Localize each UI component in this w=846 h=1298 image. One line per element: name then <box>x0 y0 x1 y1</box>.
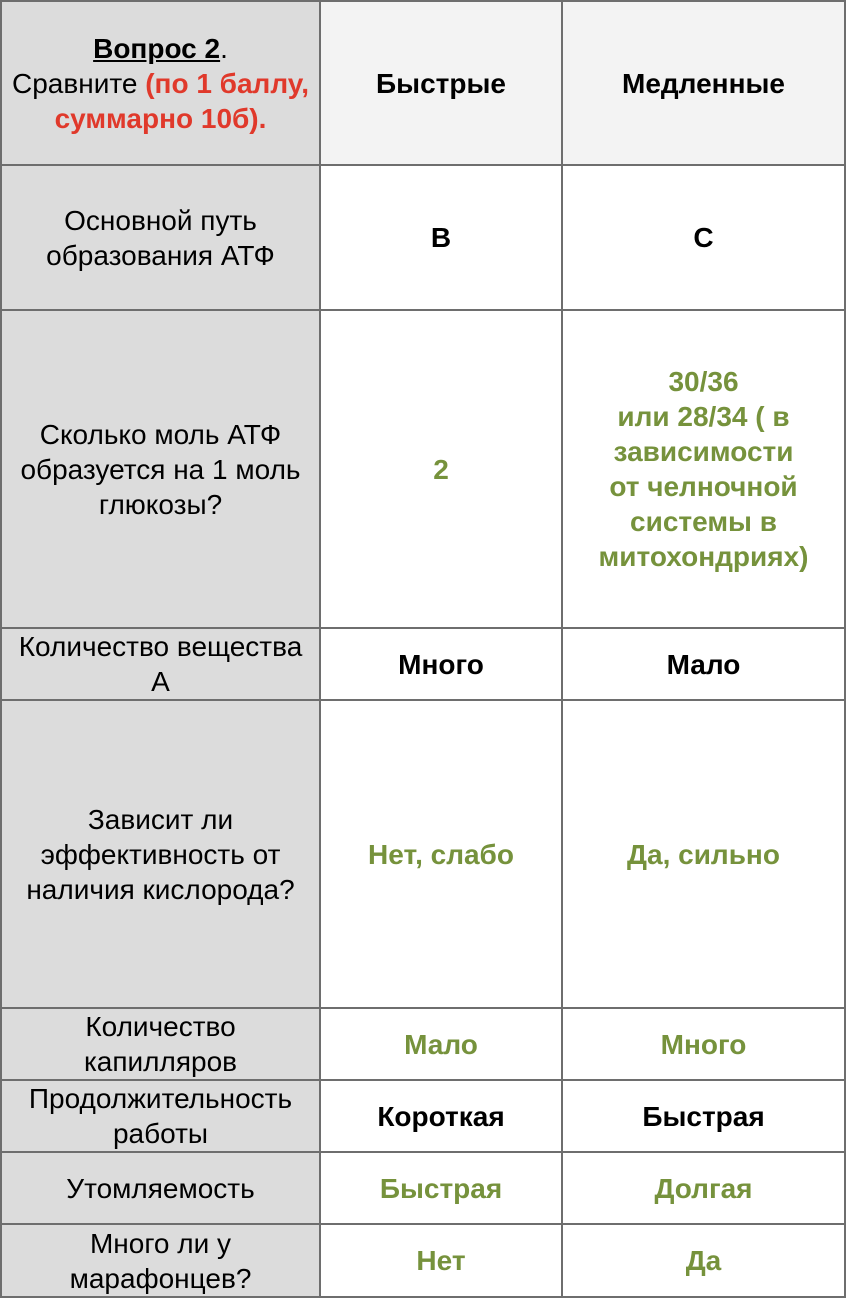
table-row <box>1 1224 845 1297</box>
slow-value-line: зависимости <box>613 436 794 467</box>
table-row <box>1 165 845 310</box>
fast-value: Мало <box>320 1008 562 1080</box>
fast-value: B <box>320 165 562 310</box>
table-row <box>1 310 845 628</box>
table-row <box>1 1152 845 1224</box>
slow-value: Много <box>562 1008 845 1080</box>
fast-value: 2 <box>320 310 562 628</box>
question-scoring: (по 1 баллу, суммарно 10б). <box>54 67 309 134</box>
slow-value-line: митохондриях) <box>598 541 809 572</box>
column-header-fast: Быстрые <box>320 1 562 165</box>
fast-value: Много <box>320 628 562 700</box>
row-label: Продолжительность работы <box>1 1080 320 1152</box>
table-row <box>1 628 845 700</box>
slow-value: Да <box>562 1224 845 1297</box>
table-row <box>1 700 845 1008</box>
row-label: Количество вещества А <box>1 628 320 700</box>
slow-value-line: или 28/34 ( в <box>617 401 790 432</box>
fast-value: Нет <box>320 1224 562 1297</box>
fast-value: Нет, слабо <box>320 700 562 1008</box>
slow-value-line: 30/36 <box>668 366 739 397</box>
fast-value: Короткая <box>320 1080 562 1152</box>
table-row <box>1 1080 845 1152</box>
slow-value: C <box>562 165 845 310</box>
slow-value: Быстрая <box>562 1080 845 1152</box>
question-title: Вопрос 2 <box>93 32 221 64</box>
question-prompt: Сравните <box>11 67 138 99</box>
row-label: Количество капилляров <box>1 1008 320 1080</box>
row-label: Утомляемость <box>1 1152 320 1224</box>
row-label: Основной путь образования АТФ <box>1 165 320 310</box>
table-row <box>1 1008 845 1080</box>
slow-value-line: системы в <box>630 506 777 537</box>
fast-value: Быстрая <box>320 1152 562 1224</box>
slow-value: Да, сильно <box>562 700 845 1008</box>
slow-value: Мало <box>562 628 845 700</box>
row-label: Много ли у марафонцев? <box>1 1224 320 1297</box>
header-row <box>1 1 845 165</box>
question-title-suffix: . <box>220 32 228 64</box>
column-header-slow: Медленные <box>562 1 845 165</box>
slow-value-line: от челночной <box>609 471 798 502</box>
question-cell <box>1 1 320 165</box>
row-label: Зависит ли эффективность от наличия кислорода? <box>1 700 320 1008</box>
row-label: Сколько моль АТФ образуется на 1 моль глюкозы? <box>1 310 320 628</box>
slow-value: Долгая <box>562 1152 845 1224</box>
slow-value-multiline <box>562 310 845 628</box>
